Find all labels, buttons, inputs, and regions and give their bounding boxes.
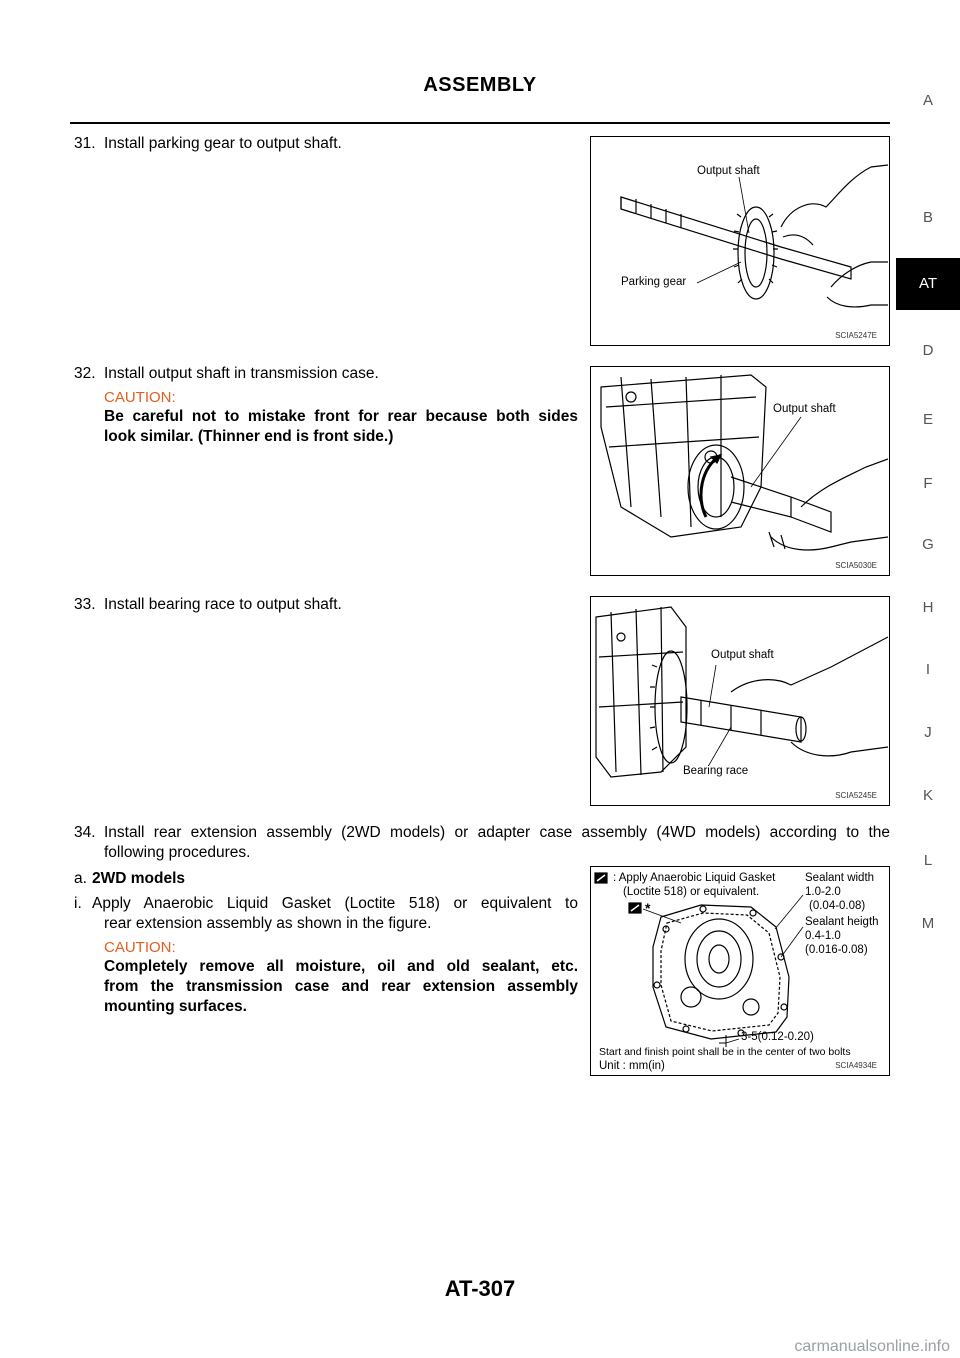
index-tab-i[interactable]: I [925,661,931,678]
figure-sealant-application [590,866,890,1076]
step-34-text-line-1: Install rear extension assembly (2WD models) or adapter case assembly (4WD models) according to the [104,824,890,841]
step-32-caution-line-2: look similar. (Thinner end is front side.) [104,428,394,445]
page-title: ASSEMBLY [423,74,537,96]
header-rule [70,122,890,124]
figure-output-shaft-install [590,366,890,576]
index-tab-at[interactable]: AT [896,258,960,310]
sealant-marker: * [645,900,651,916]
label-parking-gear: Parking gear [621,276,687,288]
legend-line-1: : Apply Anaerobic Liquid Gasket [613,872,776,884]
step-31-number: 31. [74,135,96,152]
label-bearing-race: Bearing race [683,765,749,777]
section-index [896,0,960,1358]
start-finish-note: Start and finish point shall be in the center of two bolts [599,1046,851,1058]
sealant-height-label: Sealant heigth [805,916,879,928]
step-34i-line-2: rear extension assembly as shown in the figure. [104,915,432,932]
index-tab-m[interactable]: M [921,915,935,932]
index-tab-l[interactable]: L [923,852,933,869]
step-34a-title: 2WD models [92,870,186,887]
index-tab-f[interactable]: F [923,475,933,492]
index-tab-a[interactable]: A [922,92,933,109]
sealant-width-label: Sealant width [805,872,875,884]
figure-id: SCIA5245E [835,791,877,800]
step-32-caution-line-1: Be careful not to mistake front for rear because both sides [104,408,578,425]
step-34-text-line-2: following procedures. [104,844,251,861]
bolt-gap-value: 3-5(0.12-0.20) [741,1031,814,1043]
index-tab-g[interactable]: G [922,536,934,553]
step-34i-line-1: Apply Anaerobic Liquid Gasket (Loctite 518) or equivalent to [92,895,578,912]
legend-line-2: (Loctite 518) or equivalent. [623,886,760,898]
label-output-shaft: Output shaft [697,165,760,177]
index-tab-h[interactable]: H [922,599,934,616]
unit-label: Unit : mm(in) [599,1060,665,1072]
step-34-caution-line-3: mounting surfaces. [104,998,247,1015]
legend-marker: * [595,869,601,885]
step-34a-label: a. [74,870,87,887]
step-34-number: 34. [74,824,96,841]
index-tab-b[interactable]: B [922,209,933,226]
step-32-text: Install output shaft in transmission case. [104,365,379,382]
figure-output-shaft-install-drawing [591,367,888,574]
step-33-number: 33. [74,596,96,613]
step-32-number: 32. [74,365,96,382]
sealant-height-in: (0.016-0.08) [805,944,868,956]
figure-id: SCIA4934E [835,1061,877,1070]
step-34i-label: i. [74,895,82,912]
step-31-text: Install parking gear to output shaft. [104,135,342,152]
figure-id: SCIA5247E [835,331,877,340]
step-33-text: Install bearing race to output shaft. [104,596,342,613]
figure-parking-gear [590,136,890,346]
sealant-width-in: (0.04-0.08) [809,900,866,912]
figure-id: SCIA5030E [835,561,877,570]
step-34-caution-line-2: from the transmission case and rear extension assembly [104,978,578,995]
index-tab-j[interactable]: J [924,724,932,741]
page-number: AT-307 [444,1276,516,1301]
figure-bearing-race [590,596,890,806]
index-tab-d[interactable]: D [922,342,934,359]
label-output-shaft: Output shaft [711,649,774,661]
figure-sealant-application-drawing [591,867,888,1074]
index-tab-e[interactable]: E [922,411,933,428]
sealant-height-mm: 0.4-1.0 [805,930,841,942]
sealant-width-mm: 1.0-2.0 [805,886,841,898]
step-32-caution-label: CAUTION: [104,389,176,406]
index-tab-k[interactable]: K [922,787,933,804]
label-output-shaft: Output shaft [773,403,836,415]
step-34-caution-line-1: Completely remove all moisture, oil and old sealant, etc. [104,958,578,975]
step-34-caution-label: CAUTION: [104,939,176,956]
site-watermark[interactable]: carmanualsonline.info [794,1338,950,1355]
